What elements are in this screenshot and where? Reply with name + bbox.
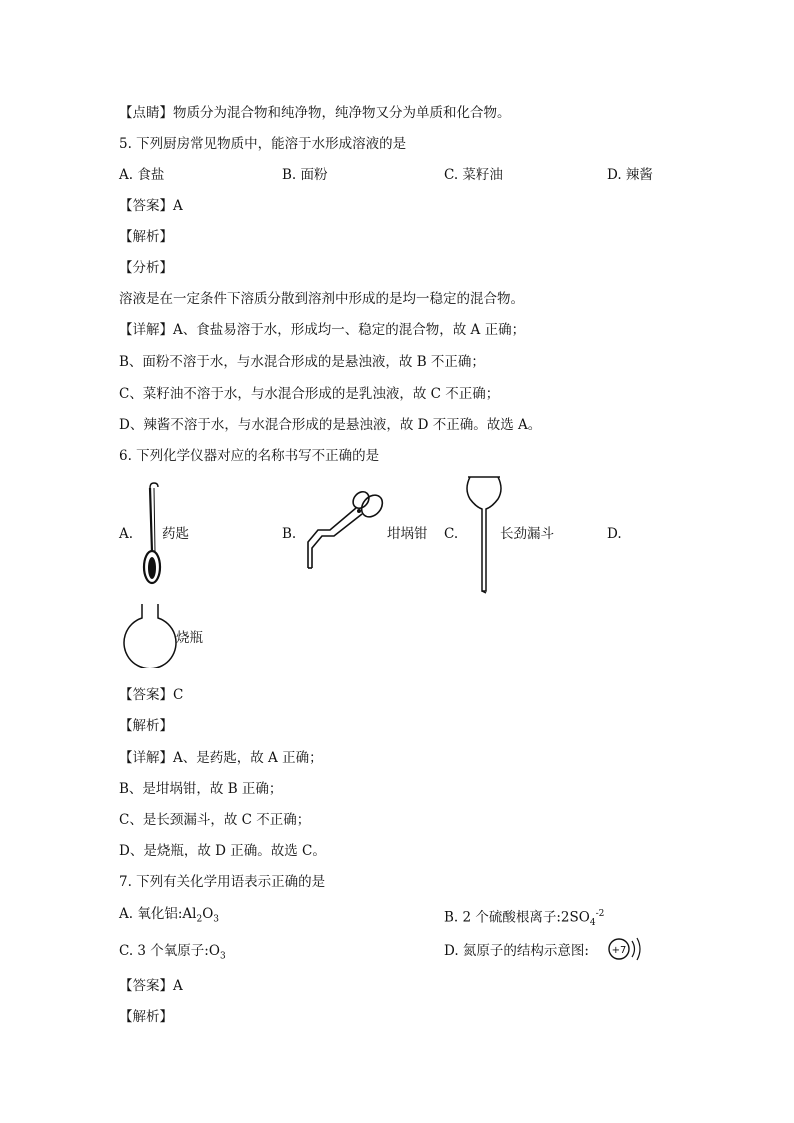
flask-figure — [122, 602, 178, 668]
q6-detail-a: 【详解】A、是药匙，故 A 正确； — [119, 750, 323, 766]
q6-name-c: 长劲漏斗 — [500, 526, 554, 542]
q6-detail-d: D、是烧瓶，故 D 正确。故选 C。 — [119, 843, 326, 859]
q5-answer: 【答案】A — [119, 198, 183, 214]
q6-name-d: 烧瓶 — [176, 630, 203, 646]
q6-name-a: 药匙 — [162, 526, 189, 542]
q6-letter-d: D. — [607, 526, 622, 542]
crucible-tongs-figure — [304, 490, 386, 572]
q5-detail-c: C、菜籽油不溶于水，与水混合形成的是乳浊液，故 C 不正确； — [119, 386, 500, 402]
nucleus-label: +7 — [611, 945, 627, 956]
q6-jiexi-heading: 【解析】 — [119, 718, 173, 734]
q7-option-a: A. 氧化铝$:Al_2O_3$ — [119, 906, 219, 925]
question-6: 6. 下列化学仪器对应的名称书写不正确的是 — [119, 448, 380, 464]
q6-detail-b: B、是坩埚钳，故 B 正确； — [119, 781, 283, 797]
q6-answer: 【答案】C — [119, 687, 184, 703]
dianjing-note: 【点睛】物质分为混合物和纯净物，纯净物又分为单质和化合物。 — [119, 105, 511, 121]
q7-option-d: D. 氮原子的结构示意图: — [444, 943, 589, 959]
q5-option-a: A. 食盐 — [119, 167, 165, 183]
question-7: 7. 下列有关化学用语表示正确的是 — [119, 874, 326, 890]
q5-option-d: D. 辣酱 — [607, 167, 653, 183]
q6-detail-c: C、是长颈漏斗，故 C 不正确； — [119, 812, 311, 828]
nitrogen-atom-diagram — [606, 935, 646, 963]
q6-letter-a: A. — [119, 526, 134, 542]
q7-answer: 【答案】A — [119, 978, 183, 994]
q5-detail-b: B、面粉不溶于水，与水混合形成的是悬浊液，故 B 不正确； — [119, 354, 485, 370]
q6-letter-c: C. — [444, 526, 459, 542]
question-5: 5. 下列厨房常见物质中，能溶于水形成溶液的是 — [119, 136, 407, 152]
q5-analysis: 溶液是在一定条件下溶质分散到溶剂中形成的是均一稳定的混合物。 — [119, 291, 524, 307]
q6-name-b: 坩埚钳 — [387, 526, 428, 542]
q5-detail-a: 【详解】A、食盐易溶于水，形成均一、稳定的混合物，故 A 正确； — [119, 322, 526, 338]
q7-option-b: B. 2 个硫酸根离子$:2SO_4^{-2}$ — [444, 909, 605, 929]
q6-letter-b: B. — [282, 526, 297, 542]
q5-fenxi-heading: 【分析】 — [119, 260, 173, 276]
q5-detail-d: D、辣酱不溶于水，与水混合形成的是悬浊液，故 D 不正确。故选 A。 — [119, 417, 542, 433]
q5-option-b: B. 面粉 — [282, 167, 328, 183]
q5-jiexi-heading: 【解析】 — [119, 229, 173, 245]
q7-jiexi-heading: 【解析】 — [119, 1009, 173, 1025]
q5-option-c: C. 菜籽油 — [444, 167, 503, 183]
q7-option-c: C. 3 个氧原子$:O_3$ — [119, 943, 226, 962]
